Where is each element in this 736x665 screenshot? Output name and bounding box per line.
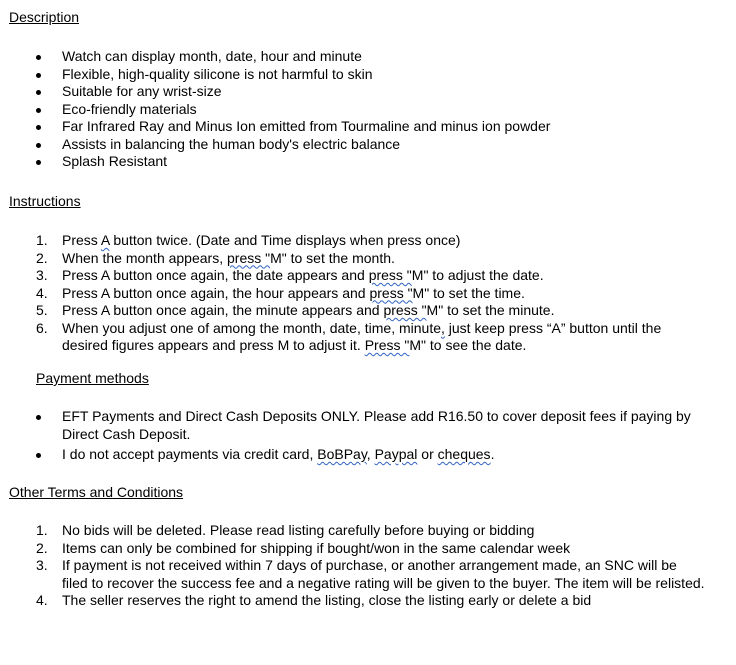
list-item: 6. When you adjust one of among the month, date, time, minute, just keep press “A” button until the desired figures appears and press M to adjust it. Press "M" to see the date. [36, 319, 662, 353]
instructions-list [0, 232, 736, 355]
list-item: Suitable for any wrist-size [0, 83, 736, 101]
list-item: 3. Press A button once again, the date appears and press "M" to adjust the date. [36, 267, 544, 283]
list-item: 4. Press A button once again, the hour appears and press "M" to set the time. [36, 284, 525, 301]
list-item: Assists in balancing the human body's electric balance [0, 136, 736, 154]
list-item: 2. Items can only be combined for shipping if bought/won in the same calendar week [36, 539, 571, 556]
list-item: 5. Press A button once again, the minute appears and press "M" to set the minute. [36, 302, 555, 318]
list-item: Far Infrared Ray and Minus Ion emitted from Tourmaline and minus ion powder [0, 118, 736, 136]
list-item: Flexible, high-quality silicone is not harmful to skin [0, 66, 736, 84]
list-item: Splash Resistant [0, 153, 736, 171]
bullet-icon [36, 415, 41, 420]
bullet-icon [36, 160, 41, 165]
bullet-icon [36, 73, 41, 78]
payment-heading: Payment methods [36, 370, 149, 386]
list-item: EFT Payments and Direct Cash Deposits ONLY. Please add R16.50 to cover deposit fees if paying by Direct Cash Deposit. [0, 408, 736, 446]
bullet-icon [36, 90, 41, 95]
bullet-icon [36, 143, 41, 148]
description-heading: Description [9, 9, 80, 25]
bullet-icon [36, 453, 41, 458]
payment-list [0, 408, 736, 464]
list-item: 1. Press A button twice. (Date and Time displays when press once) [36, 232, 461, 248]
list-item: Eco-friendly materials [0, 101, 736, 119]
instructions-heading: Instructions [9, 193, 81, 209]
list-item: 3. If payment is not received within 7 days of purchase, or another arrangement made, an SNC will be filed to recover the success fee and a negative rating will be given to the buyer. The item will be relisted. [36, 557, 705, 591]
list-item: 2. When the month appears, press "M" to set the month. [36, 249, 395, 266]
terms-list [0, 522, 736, 610]
list-item: I do not accept payments via credit card, BoBPay, Paypal or cheques. [0, 446, 736, 464]
list-item: Watch can display month, date, hour and minute [0, 48, 736, 66]
list-item: 1. No bids will be deleted. Please read listing carefully before buying or bidding [36, 522, 535, 538]
bullet-icon [36, 108, 41, 113]
bullet-icon [36, 125, 41, 130]
description-list [0, 48, 736, 171]
bullet-icon [36, 55, 41, 60]
list-item: 4. The seller reserves the right to amend the listing, close the listing early or delete a bid [36, 592, 592, 608]
terms-heading: Other Terms and Conditions [9, 484, 184, 500]
